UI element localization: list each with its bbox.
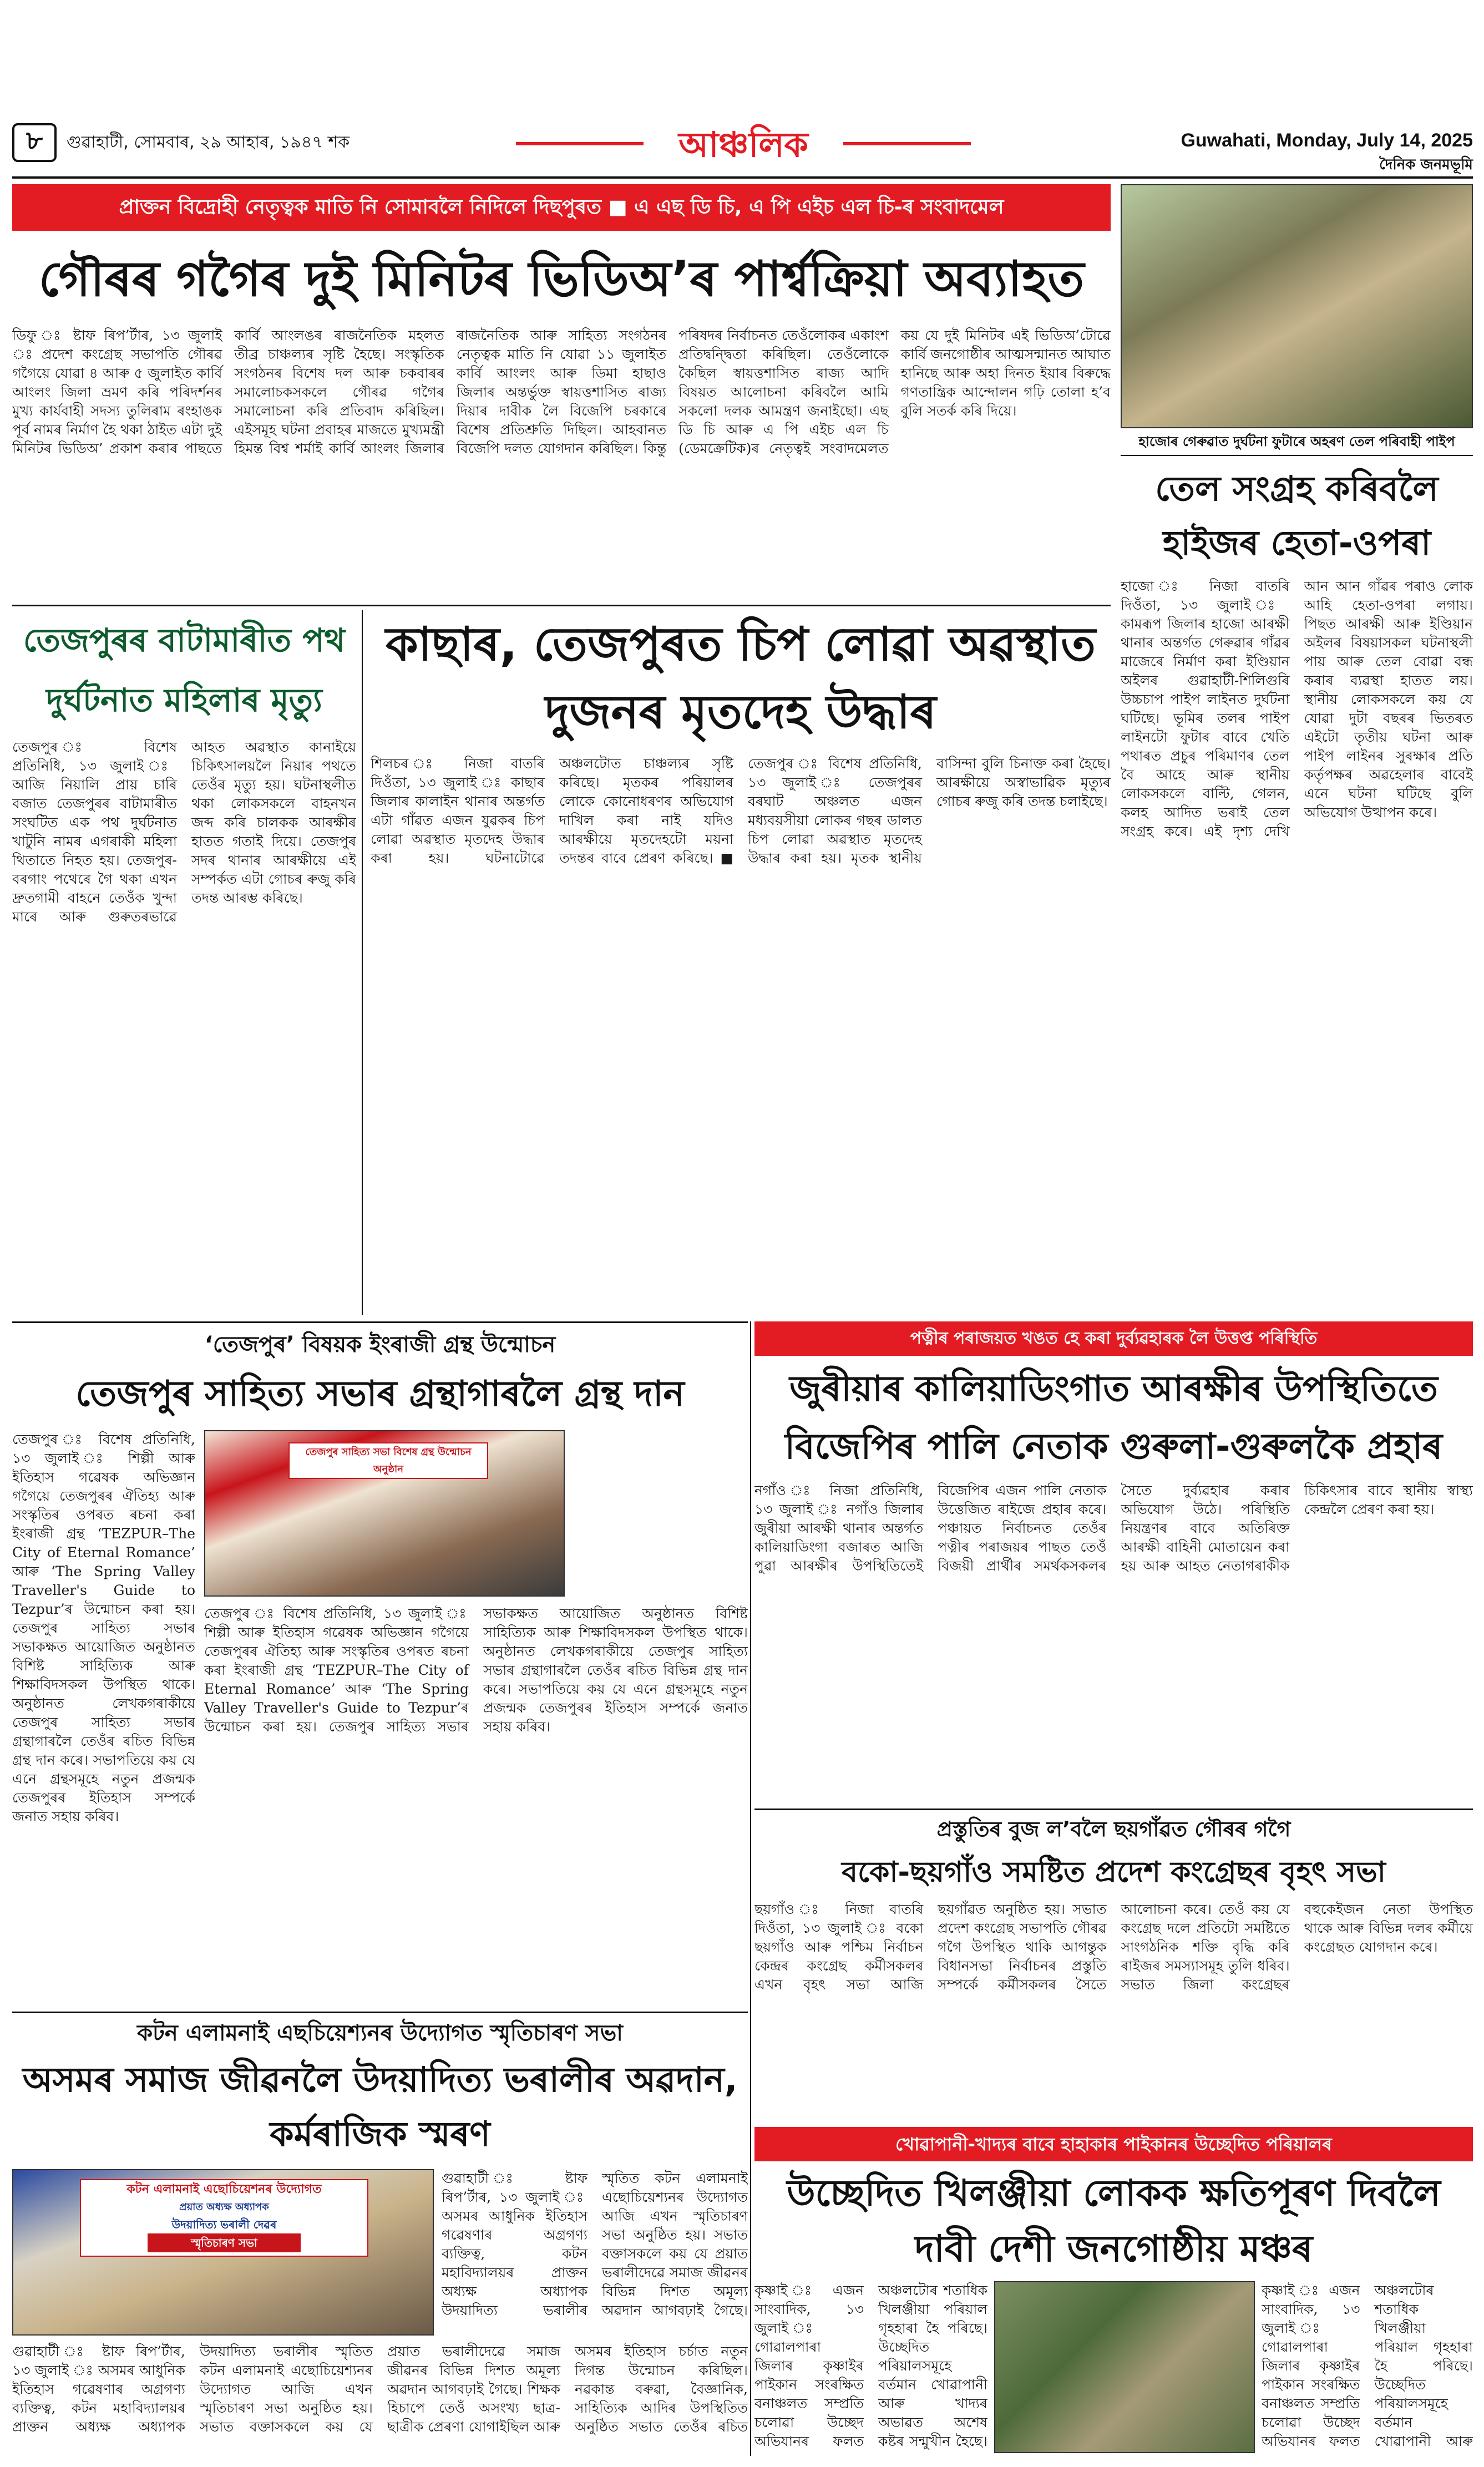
- bhawali-event-banner: [80, 2179, 368, 2257]
- juria-kicker: পত্নীৰ পৰাজয়ত খঙত হে কৰা দুৰ্ব্যৱহাৰক লৈ উত্তপ্ত পৰিস্থিতি: [754, 1321, 1473, 1356]
- bhawali-kicker: কটন এলামনাই এছচিয়েশ্যনৰ উদ্যোগত স্মৃতিচাৰণ সভা: [137, 2020, 623, 2046]
- eviction-kicker: খোৱাপানী-খাদ্যৰ বাবে হাহাকাৰ পাইকানৰ উচ্ছেদিত পৰিয়ালৰ: [754, 2127, 1473, 2161]
- bhawali-body-repeat: গুৱাহাটী ঃ ষ্টাফ ৰিপ’ৰ্টাৰ, ১৩ জুলাই ঃ অসমৰ আধুনিক ইতিহাস গৱেষণাৰ অগ্ৰগণ্য ব্যক্তিত্ব, কটন মহাবিদ্যালয়ৰ প্ৰাক্তন অধ্যক্ষ অধ্যাপক উদয়াদিত্য ভৰালীৰ স্মৃতিত কটন এলামনাই এছোচিয়েশ্যনৰ উদ্যোগত আজি এখন স্মৃতিচাৰণ সভা অনুষ্ঠিত হয়। সভাত বক্তাসকলে কয় যে প্ৰয়াত ভৰালীদেৱে সমাজ জীৱনৰ বিভিন্ন দিশত অমূল্য অৱদান আগবঢ়াই গৈছে। শিক্ষক হিচাপে তেওঁ অসংখ্য ছাত্ৰ-ছাত্ৰীক প্ৰেৰণা যোগাইছিল আৰু অসমৰ ইতিহাস চৰ্চাত নতুন দিগন্ত উন্মোচন কৰিছিল। নৱকান্ত বৰুৱা, বৈজ্ঞানিক, সাহিত্যিক আদিৰ উপস্থিতিত অনুষ্ঠিত সভাত তেওঁৰ ৰচিত: [12, 2343, 748, 2435]
- date-english: Guwahati, Monday, July 14, 2025: [1181, 130, 1473, 151]
- oil-story-body: হাজো ঃ নিজা বাতৰি দিওঁতা, ১৩ জুলাই ঃ কামৰূপ জিলাৰ হাজো আৰক্ষী থানাৰ অন্তৰ্গত গেৰুৱাৰ গাঁৱৰ মাজেৰে নিৰ্মাণ কৰা ইণ্ডিয়ান অইলৰ গুৱাহাটী-শিলিগুৰি উচ্চচাপ পাইপ লাইনত দুৰ্ঘটনা ঘটিছে। ভূমিৰ তলৰ পাইপ লাইনটো ফুটাৰ বাবে খেতি পথাৰত প্ৰচুৰ পৰিমাণৰ তেল বৈ আহে আৰু স্থানীয় লোকসকলে বাল্টি, গেলন, কলহ আদিত ভৰাই তেল সংগ্ৰহ কৰে। এই দৃশ্য দেখি আন আন গাঁৱৰ পৰাও লোক আহি হেতা-ওপৰা লগায়। পিছত আৰক্ষী আৰু ইণ্ডিয়ান অইলৰ বিষয়াসকল ঘটনাস্থলী পায় আৰু তেল বোৱা বন্ধ কৰাৰ ব্যৱস্থা হাতত লয়। স্থানীয় লোকসকলে কয় যে যোৱা দুটা বছৰৰ ভিতৰত এইটো তৃতীয় ঘটনা আৰু পাইপ লাইনৰ সুৰক্ষাৰ প্ৰতি কৰ্তৃপক্ষৰ অৱহেলাৰ বাবেই এনে ঘটনা ঘটিছে বুলি অভিযোগ উত্থাপন কৰে।: [1121, 578, 1473, 839]
- eviction-headline: উচ্ছেদিত খিলঞ্জীয়া লোকক ক্ষতিপূৰণ দিবলৈ দাবী দেশী জনগোষ্ঠীয় মঞ্চৰ: [787, 2172, 1441, 2270]
- eviction-photo: [994, 2281, 1255, 2453]
- book-body-repeat: তেজপুৰ ঃ বিশেষ প্ৰতিনিধি, ১৩ জুলাই ঃ শিল্পী আৰু ইতিহাস গৱেষক অভিজ্ঞান গগৈয়ে তেজপুৰৰ ঐতিহ্য আৰু সংস্কৃতিৰ ওপৰত ৰচনা কৰা ইংৰাজী গ্ৰন্থ ‘TEZPUR–The City of Eternal Romance’ আৰু ‘The Spring Valley Traveller's Guide to Tezpur’ৰ উন্মোচন কৰা হয়। তেজপুৰ সাহিত্য সভাৰ সভাকক্ষত আয়োজিত অনুষ্ঠানত বিশিষ্ট সাহিত্যিক আৰু শিক্ষাবিদসকল উপস্থিত থাকে। অনুষ্ঠানত লেখকগৰাকীয়ে তেজপুৰ সাহিত্য সভাৰ গ্ৰন্থাগাৰলৈ তেওঁৰ ৰচিত বিভিন্ন গ্ৰন্থ দান কৰে। সভাপতিয়ে কয় যে এনে গ্ৰন্থসমূহে নতুন প্ৰজন্মক তেজপুৰৰ ইতিহাস সম্পৰ্কে জনাত সহায় কৰিব।: [204, 1605, 748, 1735]
- book-body: তেজপুৰ ঃ বিশেষ প্ৰতিনিধি, ১৩ জুলাই ঃ শিল্পী আৰু ইতিহাস গৱেষক অভিজ্ঞান গগৈয়ে তেজপুৰৰ ঐতিহ্য আৰু সংস্কৃতিৰ ওপৰত ৰচনা কৰা ইংৰাজী গ্ৰন্থ ‘TEZPUR–The City of Eternal Romance’ আৰু ‘The Spring Valley Traveller's Guide to Tezpur’ৰ উন্মোচন কৰা হয়। তেজপুৰ সাহিত্য সভাৰ সভাকক্ষত আয়োজিত অনুষ্ঠানত বিশিষ্ট সাহিত্যিক আৰু শিক্ষাবিদসকল উপস্থিত থাকে। অনুষ্ঠানত লেখকগৰাকীয়ে তেজপুৰ সাহিত্য সভাৰ গ্ৰন্থাগাৰলৈ তেওঁৰ ৰচিত বিভিন্ন গ্ৰন্থ দান কৰে। সভাপতিয়ে কয় যে এনে গ্ৰন্থসমূহে নতুন প্ৰজন্মক তেজপুৰৰ ইতিহাস সম্পৰ্কে জনাত সহায় কৰিব।: [12, 1431, 195, 1825]
- book-launch-photo: [204, 1430, 565, 1597]
- juria-body: নগাঁও ঃ নিজা প্ৰতিনিধি, ১৩ জুলাই ঃ নগাঁও জিলাৰ জুৰীয়া আৰক্ষী থানাৰ অন্তৰ্গত কালিয়াডিংগা বজাৰত আজি পুৱা আৰক্ষীৰ উপস্থিতিতেই বিজেপিৰ এজন পালি নেতাক উত্তেজিত ৰাইজে প্ৰহাৰ কৰে। পঞ্চায়ত নিৰ্বাচনত তেওঁৰ পত্নীৰ পৰাজয়ৰ পাছত তেওঁ বিজয়ী প্ৰাৰ্থীৰ সমৰ্থকসকলৰ সৈতে দুৰ্ব্যৱহাৰ কৰাৰ অভিযোগ উঠে। পৰিস্থিতি নিয়ন্ত্ৰণৰ বাবে অতিৰিক্ত আৰক্ষী বাহিনী মোতায়েন কৰা হয় আৰু আহত নেতাগৰাকীক চিকিৎসাৰ বাবে স্থানীয় স্বাস্থ্য কেন্দ্ৰলৈ প্ৰেৰণ কৰা হয়।: [754, 1482, 1473, 1574]
- congress-kicker: প্ৰস্তুতিৰ বুজ ল’বলৈ ছয়গাঁৱত গৌৰৰ গগৈ: [936, 1817, 1291, 1841]
- bhawali-banner-line4: স্মৃতিচাৰণ সভা: [148, 2233, 301, 2252]
- masthead-rule: [12, 176, 1473, 179]
- book-body-continued: [204, 1604, 748, 2004]
- bhawali-headline: অসমৰ সমাজ জীৱনলৈ উদয়াদিত্য ভৰালীৰ অৱদান, কৰ্মৰাজিক স্মৰণ: [22, 2059, 738, 2154]
- congress-headline: বকো-ছয়গাঁও সমষ্টিত প্ৰদেশ কংগ্ৰেছৰ বৃহৎ সভা: [842, 1856, 1386, 1889]
- book-headline: তেজপুৰ সাহিত্য সভাৰ গ্ৰন্থাগাৰলৈ গ্ৰন্থ দান: [75, 1374, 685, 1415]
- bhawali-banner-line3: উদয়াদিত্য ভৰালী দেৱৰ: [171, 2218, 277, 2231]
- story1-headline: গৌৰৰ গগৈৰ দুই মিনিটৰ ভিডিঅ’ৰ পাৰ্শ্বক্ৰিয়া অব্যাহত: [38, 250, 1085, 307]
- cachar-body: শিলচৰ ঃ নিজা বাতৰি দিওঁতা, ১৩ জুলাই ঃ কাছাৰ জিলাৰ কালাইন থানাৰ অন্তৰ্গত এটা গাঁৱত এজন যুৱকৰ চিপ লোৱা অৱস্থাত মৃতদেহ উদ্ধাৰ কৰা হয়। ঘটনাটোৱে অঞ্চলটোত চাঞ্চল্যৰ সৃষ্টি কৰিছে। মৃতকৰ পৰিয়ালৰ লোকে কোনোধৰণৰ অভিযোগ দাখিল কৰা নাই যদিও আৰক্ষীয়ে মৃতদেহটো ময়না তদন্তৰ বাবে প্ৰেৰণ কৰিছে। ■ তেজপুৰ ঃ বিশেষ প্ৰতিনিধি, ১৩ জুলাই ঃ তেজপুৰৰ বৰঘাট অঞ্চলত এজন মধ্যবয়সীয়া লোকৰ গছৰ ডালত চিপ লোৱা অৱস্থাত মৃতদেহ উদ্ধাৰ কৰা হয়। মৃতক স্থানীয় বাসিন্দা বুলি চিনাক্ত কৰা হৈছে। আৰক্ষীয়ে অস্বাভাৱিক মৃত্যুৰ গোচৰ ৰুজু কৰি তদন্ত চলাইছে।: [371, 756, 1111, 866]
- book-launch-banner: [288, 1442, 488, 1479]
- eviction-body-repeat: কৃষ্ণাই ঃ এজন সাংবাদিক, ১৩ জুলাই ঃ গোৱালপাৰা জিলাৰ কৃষ্ণাইৰ পাইকান সংৰক্ষিত বনাঞ্চলত সম্প্ৰতি চলোৱা উচ্ছেদ অভিযানৰ ফলত অঞ্চলটোৰ শতাধিক খিলঞ্জীয়া পৰিয়াল গৃহহাৰা হৈ পৰিছে। উচ্ছেদিত পৰিয়ালসমূহে বৰ্তমান খোৱাপানী আৰু: [1262, 2282, 1473, 2449]
- accident-body: তেজপুৰ ঃ বিশেষ প্ৰতিনিধি, ১৩ জুলাই ঃ আজি নিয়ালি প্ৰায় চাৰি বজাত তেজপুৰৰ বাটামাৰীত সংঘটিত এক পথ দুৰ্ঘটনাত খাটুনি নামৰ এগৰাকী মহিলা থিতাতে নিহত হয়। তেজপুৰ-বৰগাং পথেৰে গৈ থকা এখন দ্ৰুতগামী বাহনে তেওঁক খুন্দা মাৰে আৰু গুৰুতৰভাৱে আহত অৱস্থাত কানাইয়ে চিকিৎসালয়লৈ নিয়াৰ পথতে তেওঁৰ মৃত্যু হয়। ঘটনাস্থলীত থকা লোকসকলে বাহনখন জব্দ কৰি চালকক আৰক্ষীৰ হাতত গতাই দিয়ে। তেজপুৰ সদৰ থানাৰ আৰক্ষীয়ে এই সম্পৰ্কত এটা গোচৰ ৰুজু কৰি তদন্ত আৰম্ভ কৰিছে।: [12, 739, 356, 925]
- page-number-box: [12, 123, 57, 162]
- story1-kicker: প্ৰাক্তন বিদ্ৰোহী নেতৃত্বক মাতি নি সোমাবলৈ নিদিলে দিছপুৰত ■ এ এছ ডি চি, এ পি এইচ এল চি-ৰ সংবাদমেল: [12, 184, 1111, 231]
- section-title: আঞ্চলিক: [644, 121, 843, 169]
- masthead: [0, 0, 1484, 178]
- oil-story-headline: তেল সংগ্ৰহ কৰিবলৈ হাইজৰ হেতা-ওপৰা: [1155, 468, 1439, 563]
- bhawali-banner-line1: কটন এলামনাই এছোচিয়েশনৰ উদ্যোগত: [126, 2182, 322, 2196]
- side-photo-oil-collection: [1121, 184, 1473, 428]
- bhawali-banner-line2: প্ৰয়াত অধ্যক্ষ অধ্যাপক: [179, 2201, 269, 2213]
- page-number: ৮: [26, 125, 43, 155]
- bhawali-body-bottom: [12, 2342, 748, 2453]
- book-launch-banner-text: তেজপুৰ সাহিত্য সভা বিশেষ গ্ৰন্থ উন্মোচন অনুষ্ঠান: [305, 1446, 472, 1475]
- story1-body: ডিফু ঃ ষ্টাফ ৰিপ’ৰ্টাৰ, ১৩ জুলাই ঃ প্ৰদেশ কংগ্ৰেছ সভাপতি গৌৰৱ গগৈয়ে যোৱা ৪ আৰু ৫ জুলাইত কাৰ্বি আংলং জিলা ভ্ৰমণ কৰি পৰিদৰ্শনৰ মুখ্য কাৰ্যবাহী সদস্য তুলিৰাম ৰংহাঙক পূৰ্ব নামৰ নিৰ্মাণ হৈ থকা ঠাইত এটা দুই মিনিটৰ ভিডিঅ’ প্ৰকাশ কৰাৰ পাছতে কাৰ্বি আংলঙৰ ৰাজনৈতিক মহলত তীব্ৰ চাঞ্চল্যৰ সৃষ্টি হৈছে। সংস্কৃতিক সংগঠনৰ বিশেষ দল আৰু চকবাৰৰ সমালোচকসকলে গৌৰৱ গগৈৰ সমালোচনা কৰি প্ৰতিবাদ কৰিছিল। এইসমূহ ঘটনা প্ৰবাহৰ মাজতে মুখ্যমন্ত্ৰী হিমন্ত বিশ্ব শৰ্মাই কাৰ্বি আংলং জিলাৰ ৰাজনৈতিক আৰু সাহিত্য সংগঠনৰ নেতৃত্বক মাতি নি যোৱা ১১ জুলাইত কাৰ্বি আংলং আৰু ডিমা হাছাও জিলাৰ অন্তৰ্ভুক্ত স্বায়ত্তশাসিত ৰাজ্য দিয়াৰ দাবীক লৈ বিজেপি চৰকাৰে বিশেষ প্ৰতিশ্ৰুতি দিছিল। আহবানত বিজেপি দলত যোগদান কৰিছিল। কিন্তু পৰিষদৰ নিৰ্বাচনত তেওঁলোকৰ একাংশ প্ৰতিদ্বন্দ্বিতা কৰিছিল। তেওঁলোকে কৈছিল স্বায়ত্তশাসিত ৰাজ্য আদি বিষয়ত আলোচনা কৰিবলৈ আমি সকলো দলক আমন্ত্ৰণ জনাইছো। এছ ডি চি আৰু এ পি এইচ এল চি (ডেমক্ৰেটিক)ৰ নেতৃত্বই সংবাদমেলত কয় যে দুই মিনিটৰ এই ভিডিঅ’টোৱে কাৰ্বি জনগোষ্ঠীৰ আত্মসন্মানত আঘাত হানিছে আৰু অহা দিনত ইয়াৰ বিৰুদ্ধে গণতান্ত্ৰিক আন্দোলন গঢ়ি তোলা হ’ব বুলি সতৰ্ক কৰি দিয়ে।: [12, 327, 1111, 457]
- bhawali-event-photo: [12, 2169, 434, 2336]
- bhawali-body-right: [442, 2169, 748, 2336]
- eviction-body: কৃষ্ণাই ঃ এজন সাংবাদিক, ১৩ জুলাই ঃ গোৱালপাৰা জিলাৰ কৃষ্ণাইৰ পাইকান সংৰক্ষিত বনাঞ্চলত সম্প্ৰতি চলোৱা উচ্ছেদ অভিযানৰ ফলত অঞ্চলটোৰ শতাধিক খিলঞ্জীয়া পৰিয়াল গৃহহাৰা হৈ পৰিছে। উচ্ছেদিত পৰিয়ালসমূহে বৰ্তমান খোৱাপানী আৰু খাদ্যৰ অভাৱত অশেষ কষ্টৰ সন্মুখীন হৈছে।: [754, 2282, 987, 2449]
- date-assamese: গুৱাহাটী, সোমবাৰ, ২৯ আহাৰ, ১৯৪৭ শক: [67, 133, 350, 152]
- book-kicker: ‘তেজপুৰ’ বিষয়ক ইংৰাজী গ্ৰন্থ উন্মোচন: [204, 1332, 556, 1357]
- juria-headline: জুৰীয়াৰ কালিয়াডিংগাত আৰক্ষীৰ উপস্থিতিতে বিজেপিৰ পালি নেতাক গুৰুলা-গুৰুলকৈ প্ৰহাৰ: [784, 1369, 1443, 1467]
- accident-headline: তেজপুৰৰ বাটামাৰীত পথ দুৰ্ঘটনাত মহিলাৰ মৃত্যু: [23, 621, 346, 719]
- cachar-headline: কাছাৰ, তেজপুৰত চিপ লোৱা অৱস্থাত দুজনৰ মৃতদেহ উদ্ধাৰ: [386, 617, 1096, 739]
- congress-body: ছয়গাঁও ঃ নিজা বাতৰি দিওঁতা, ১৩ জুলাই ঃ বকো ছয়গাঁও আৰু পশ্চিম নিৰ্বাচন কেন্দ্ৰৰ কংগ্ৰেছ কৰ্মীসকলৰ এখন বৃহৎ সভা আজি ছয়গাঁৱত অনুষ্ঠিত হয়। সভাত প্ৰদেশ কংগ্ৰেছ সভাপতি গৌৰৱ গগৈ উপস্থিত থাকি আগন্তুক বিধানসভা নিৰ্বাচনৰ প্ৰস্তুতি সম্পৰ্কে কৰ্মীসকলৰ সৈতে আলোচনা কৰে। তেওঁ কয় যে কংগ্ৰেছ দলে প্ৰতিটো সমষ্টিতে সাংগঠনিক শক্তি বৃদ্ধি কৰি ৰাইজৰ সমস্যাসমূহ তুলি ধৰিব। সভাত জিলা কংগ্ৰেছৰ বহুকেইজন নেতা উপস্থিত থাকে আৰু বিভিন্ন দলৰ কৰ্মীয়ে কংগ্ৰেছত যোগদান কৰে।: [754, 1901, 1473, 1993]
- book-body-col1: [12, 1430, 195, 2007]
- eviction-body-right: [1262, 2281, 1473, 2453]
- bhawali-body: গুৱাহাটী ঃ ষ্টাফ ৰিপ’ৰ্টাৰ, ১৩ জুলাই ঃ অসমৰ আধুনিক ইতিহাস গৱেষণাৰ অগ্ৰগণ্য ব্যক্তিত্ব, কটন মহাবিদ্যালয়ৰ প্ৰাক্তন অধ্যক্ষ অধ্যাপক উদয়াদিত্য ভৰালীৰ স্মৃতিত কটন এলামনাই এছোচিয়েশ্যনৰ উদ্যোগত আজি এখন স্মৃতিচাৰণ সভা অনুষ্ঠিত হয়। সভাত বক্তাসকলে কয় যে প্ৰয়াত ভৰালীদেৱে সমাজ জীৱনৰ বিভিন্ন দিশত অমূল্য অৱদান আগবঢ়াই গৈছে।: [442, 2170, 748, 2318]
- paper-name: দৈনিক জনমভূমি: [1379, 156, 1473, 173]
- section-title-banner: [516, 121, 971, 169]
- eviction-body-left: [754, 2281, 987, 2453]
- side-photo-caption: হাজোৰ গেৰুৱাত দুৰ্ঘটনা ফুটাৰে অহৰণ তেল পৰিবাহী পাইপ: [1121, 430, 1473, 453]
